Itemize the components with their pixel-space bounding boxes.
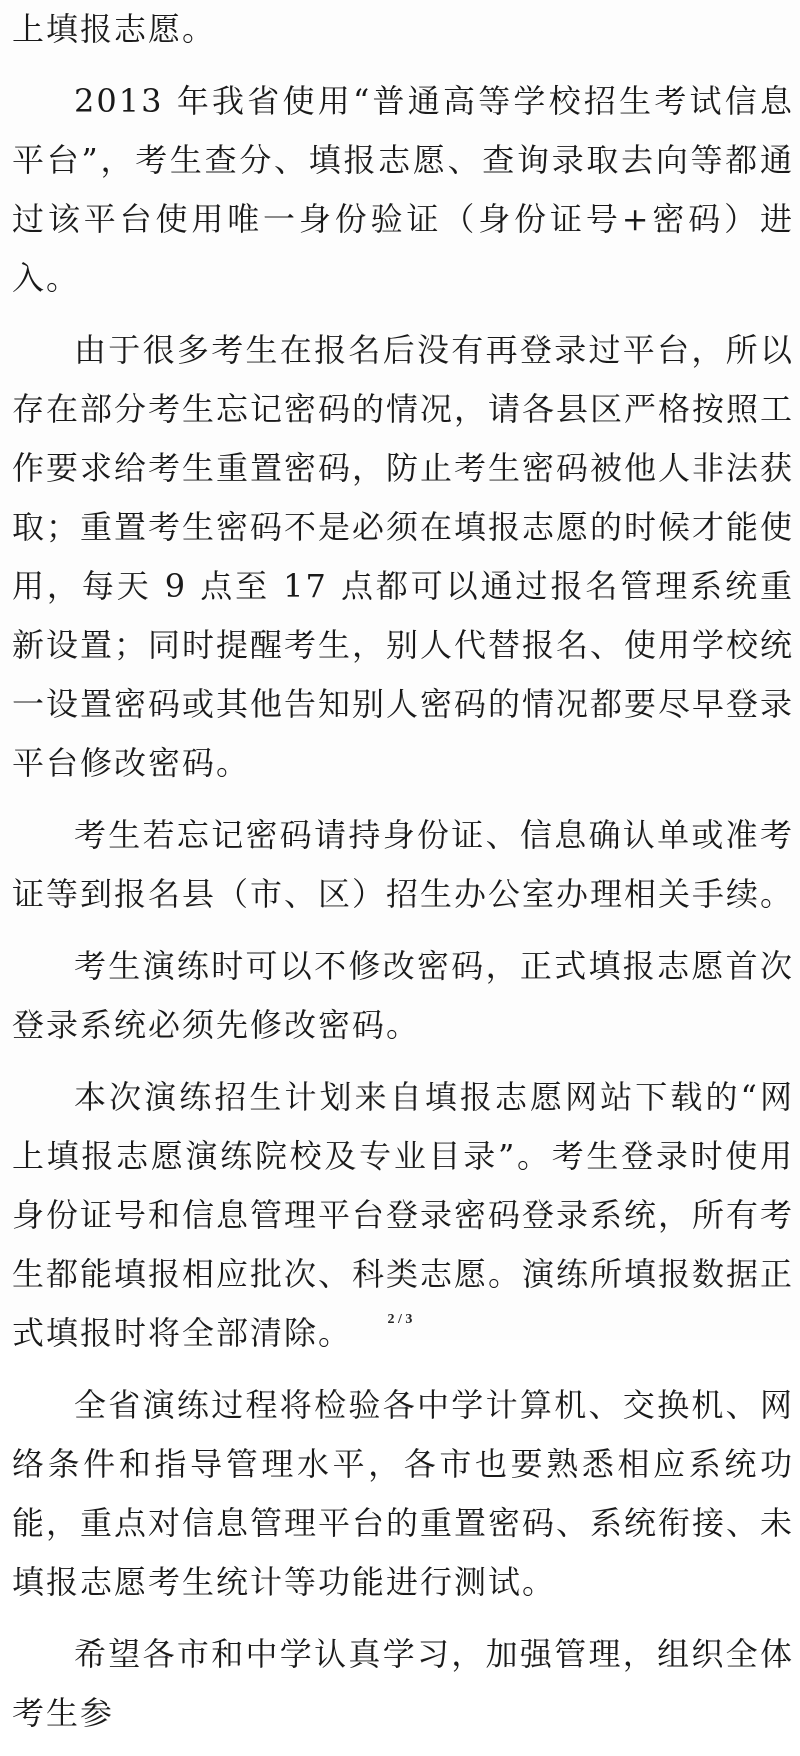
paragraph-4: 考生若忘记密码请持身份证、信息确认单或准考证等到报名县（市、区）招生办公室办理相关手续。 bbox=[12, 816, 795, 913]
paragraph-8: 希望各市和中学认真学习，加强管理，组织全体考生参 bbox=[12, 1635, 794, 1732]
paragraph-2: 2013 年我省使用“普通高等学校招生考试信息平台”，考生查分、填报志愿、查询录取去向等都通过该平台使用唯一身份验证（身份证号+密码）进入。 bbox=[12, 82, 794, 297]
paragraph-7: 全省演练过程将检验各中学计算机、交换机、网络条件和指导管理水平，各市也要熟悉相应系统功能，重点对信息管理平台的重置密码、系统衔接、未填报志愿考生统计等功能进行测试。 bbox=[12, 1386, 795, 1601]
page-number: 2 / 3 bbox=[387, 1312, 413, 1327]
document-body bbox=[12, 0, 794, 1756]
paragraph-5: 考生演练时可以不修改密码，正式填报志愿首次登录系统必须先修改密码。 bbox=[12, 947, 794, 1044]
paragraph-1: 上填报志愿。 bbox=[12, 10, 217, 48]
paragraph-6: 本次演练招生计划来自填报志愿网站下载的“网上填报志愿演练院校及专业目录”。考生登录时使用身份证号和信息管理平台登录密码登录系统，所有考生都能填报相应批次、科类志愿。演练所填报数据正式填报时将全部清除。 bbox=[12, 1078, 795, 1352]
paragraph-3: 由于很多考生在报名后没有再登录过平台，所以存在部分考生忘记密码的情况，请各县区严格按照工作要求给考生重置密码，防止考生密码被他人非法获取；重置考生密码不是必须在填报志愿的时候才能使用，每天 9 点至 17 点都可以通过报名管理系统重新设置；同时提醒考生，别人代替报名、使用学校统一设置密码或其他告知别人密码的情况都要尽早登录平台修改密码。 bbox=[12, 331, 795, 782]
